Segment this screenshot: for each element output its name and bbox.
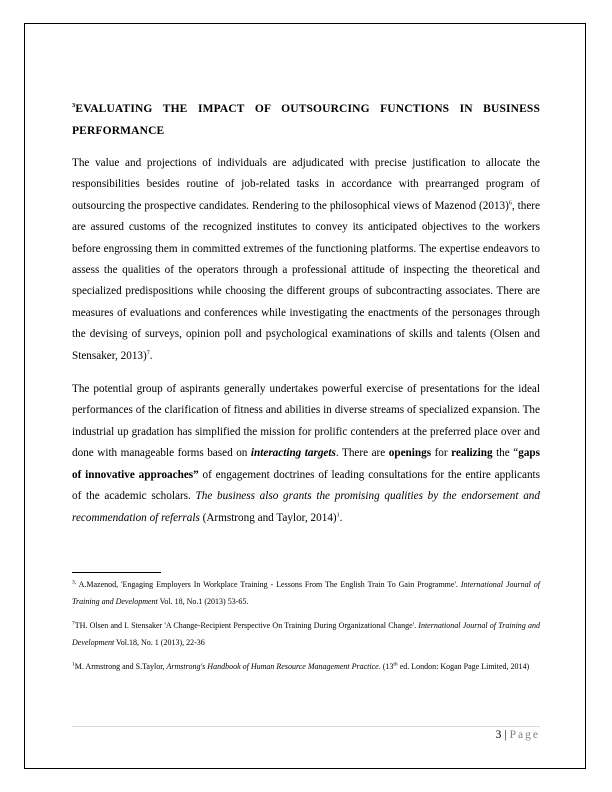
paragraph-2-text-d: the “ [492,447,519,460]
emphasis-interacting-targets: interacting targets [250,447,336,460]
footnote-3-text-c: ed. London: Kogan Page Limited, 2014) [397,662,530,671]
footnote-3-text-a: M. Armstrong and S.Taylor, [74,662,167,671]
paragraph-1-text-b: , there are assured customs of the recognized institutes to convey its anticipated objectives to the workers before engrossing them in committed extremes of the functioning platforms. The expertise endeavors to assess the qualities of the operators through a professional attitude of inspecting the theoretical and specialized predispositions while choosing the different groups of subcontracting associates. There are measures of evaluations and conferences while investigating the enactments of the personages through the devising of surveys, opinion poll and psychological examinations of skills and talents (Olsen and Stensaker, 2013) [72,199,541,362]
footnote-3-marker: 1 [72,661,75,668]
footnote-1-marker: 3, [72,579,77,586]
paragraph-2 [72,379,540,529]
page-number: 3 [495,729,502,741]
footnote-2-text-b: Vol.18, No. 1 (2013), 22-36 [114,638,205,647]
footnote-1-text-a: A.Mazenod, 'Engaging Employers In Workplace Training - Lessons From The English Train To Gain Programme'. [76,580,461,589]
footnote-ref-7[interactable]: 7 [146,349,150,356]
emphasis-referrals: The business also grants the promising qualities by the endorsement and recommendation of referrals [72,490,540,524]
paragraph-2-text-f: (Armstrong and Taylor, 2014) [199,511,337,524]
footnote-2-marker: 7 [72,620,75,627]
footer-separator [72,726,540,727]
emphasis-realizing: realizing [451,447,493,460]
paragraph-1-text-c: . [149,349,153,362]
footnote-1 [72,576,540,610]
footnotes [72,576,540,682]
footnote-3 [72,658,540,675]
emphasis-openings: openings [388,447,432,460]
footnote-ref-6[interactable]: 6 [508,200,512,207]
footnote-2-text-a: TH. Olsen and I. Stensaker 'A Change-Recipient Perspective On Training During Organizational Change'. [74,621,419,630]
document-body [72,98,540,541]
section-heading [72,98,540,142]
heading-title: EVALUATING THE IMPACT OF OUTSOURCING FUNCTIONS IN BUSINESS PERFORMANCE [72,103,540,137]
heading-footnote-marker: 3 [72,102,76,110]
footnote-separator [72,572,161,573]
emphasis-gaps: gaps of innovative approaches” [72,447,540,481]
paragraph-2-text-b: . There are [335,447,389,460]
footnote-3-book-title: Armstrong's Handbook of Human Resource Management Practice [166,662,379,671]
footnote-3-text-b: . (13 [378,662,394,671]
paragraph-2-text-e: of engagement doctrines of leading consultations for the entire applicants of the academic scholars. [72,468,540,503]
paragraph-2-text-a: The potential group of aspirants generally undertakes powerful exercise of presentations for the ideal performances of the clarification of fitness and abilities in diverse streams of specialized expansion. The industrial up gradation has simplified the mission for prolific contenders at the preferred place over and done with manageable forms based on [72,383,540,460]
paragraph-1 [72,153,540,367]
footnote-1-journal: International Journal of Training and Development [72,580,540,606]
paragraph-1-text-a: The value and projections of individuals are adjudicated with precise justification to allocate the responsibilities besides routine of job-related tasks in accordance with prearranged program of outsourcing the prospective candidates. Rendering to the philosophical views of Mazenod (2013) [72,157,540,212]
footnote-ref-1[interactable]: 1 [336,511,340,518]
footnote-3-ordinal: th [393,661,398,668]
footnote-2-journal: International Journal of Training and Development [72,621,540,647]
paragraph-2-text-c: for [431,447,452,460]
paragraph-2-text-g: . [339,511,343,524]
footnote-2 [72,617,540,651]
footer-separator-bar: | [504,729,507,741]
page-footer [496,729,540,741]
footnote-1-text-b: Vol. 18, No.1 (2013) 53-65. [157,597,249,606]
page-label: Page [509,729,540,741]
